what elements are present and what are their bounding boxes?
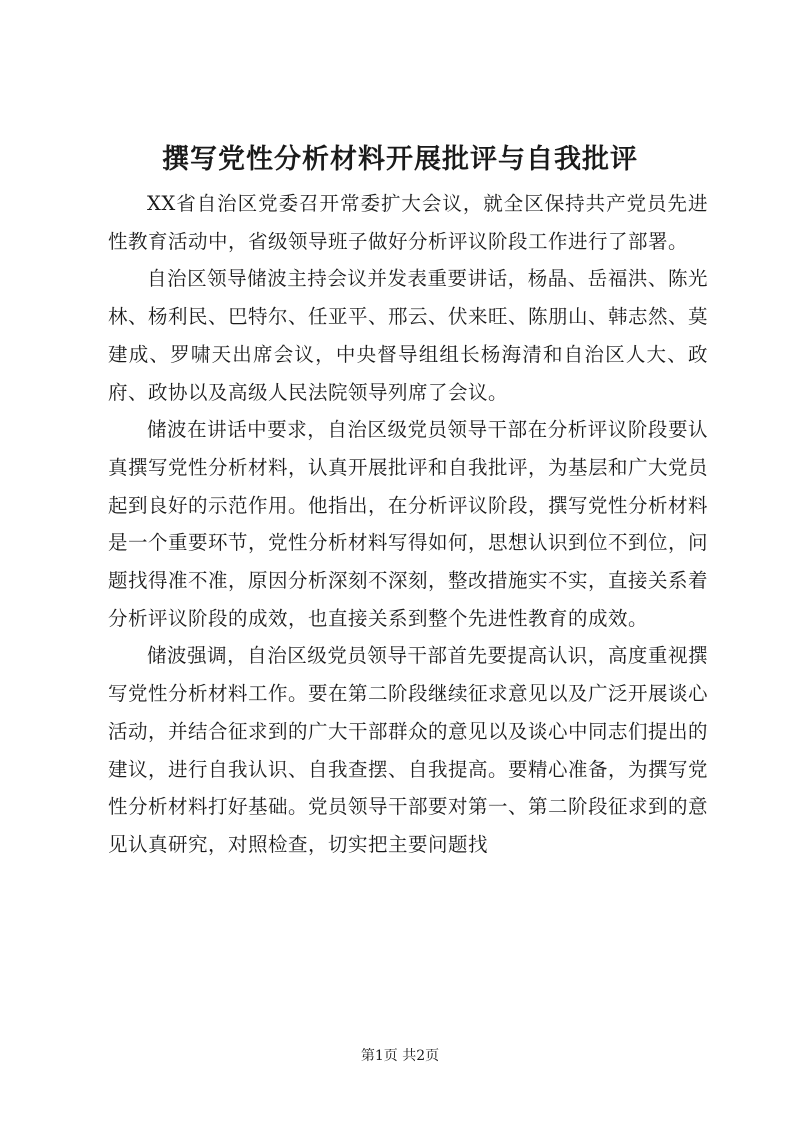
paragraph-4: 储波强调，自治区级党员领导干部首先要提高认识，高度重视撰写党性分析材料工作。要在第二阶段继续征求意见以及广泛开展谈心活动，并结合征求到的广大干部群众的意见以及谈心中同志们提出的建议，进行自我认识、自我查摆、自我提高。要精心准备，为撰写党性分析材料打好基础。党员领导干部要对第一、第二阶段征求到的意见认真研究，对照检查，切实把主要问题找: [108, 644, 709, 856]
page-number-footer: 第1页 共2页: [360, 1048, 440, 1064]
document-body: [108, 185, 708, 864]
paragraph-1: XX省自治区党委召开常委扩大会议，就全区保持共产党员先进性教育活动中，省级领导班子做好分析评议阶段工作进行了部署。: [108, 192, 708, 253]
document-title: 撰写党性分析材料开展批评与自我批评: [162, 144, 638, 175]
paragraph-3: 储波在讲话中要求，自治区级党员领导干部在分析评议阶段要认真撰写党性分析材料，认真开展批评和自我批评，为基层和广大党员起到良好的示范作用。他指出，在分析评议阶段，撰写党性分析材料是一个重要环节，党性分析材料写得如何，思想认识到位不到位，问题找得准不准，原因分析深刻不深刻，整改措施实不实，直接关系着分析评议阶段的成效，也直接关系到整个先进性教育的成效。: [108, 418, 709, 630]
paragraph-2: 自治区领导储波主持会议并发表重要讲话，杨晶、岳福洪、陈光林、杨利民、巴特尔、任亚平、邢云、伏来旺、陈朋山、韩志然、莫建成、罗啸天出席会议，中央督导组组长杨海清和自治区人大、政府、政协以及高级人民法院领导列席了会议。: [108, 267, 709, 404]
